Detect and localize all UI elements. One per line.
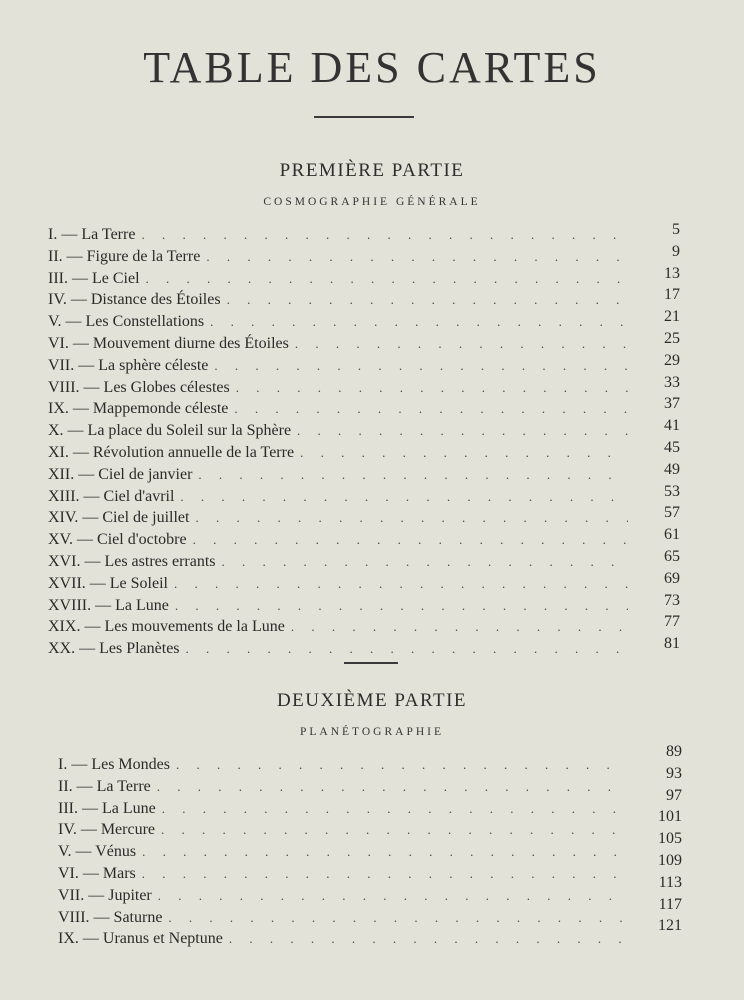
toc-page-number: 93 xyxy=(666,764,682,782)
leader-dots xyxy=(151,777,628,797)
toc-entry xyxy=(48,421,628,441)
toc-entry-label: II. — Figure de la Terre xyxy=(48,247,201,265)
toc-entry-label: XIV. — Ciel de juillet xyxy=(48,509,190,527)
leader-dots xyxy=(162,908,628,928)
toc-entry xyxy=(48,639,628,659)
toc-page-number: 49 xyxy=(664,460,680,478)
toc-entry xyxy=(48,596,628,616)
page-title: TABLE DES CARTES xyxy=(143,43,601,92)
toc-entry-label: VII. — Jupiter xyxy=(58,886,152,904)
toc-entry xyxy=(58,886,628,906)
toc-entry-label: XVII. — Le Soleil xyxy=(48,574,168,592)
toc-entry xyxy=(58,820,628,840)
toc-page-number: 105 xyxy=(658,830,682,848)
toc-page-number: 69 xyxy=(664,569,680,587)
toc-page-number: 77 xyxy=(664,613,680,631)
toc-entry xyxy=(48,552,628,572)
toc-page-number: 121 xyxy=(658,917,682,935)
toc-page-number: 81 xyxy=(664,635,680,653)
leader-dots xyxy=(135,225,628,245)
title-rule xyxy=(314,116,414,118)
toc-entry xyxy=(48,225,628,245)
leader-dots xyxy=(155,820,628,840)
toc-page-number: 13 xyxy=(664,264,680,282)
leader-dots xyxy=(230,378,628,398)
leader-dots xyxy=(291,421,628,441)
toc-entry-label: XI. — Révolution annuelle de la Terre xyxy=(48,444,295,461)
toc-page-number: 57 xyxy=(664,504,680,522)
leader-dots xyxy=(168,574,628,594)
toc-page-number: 21 xyxy=(664,308,680,326)
toc-entry xyxy=(48,530,628,550)
part2-heading: DEUXIÈME PARTIE xyxy=(276,690,468,711)
toc-page-number: 53 xyxy=(664,482,680,500)
toc-page-number: 61 xyxy=(664,526,680,544)
part1-heading: PREMIÈRE PARTIE xyxy=(279,160,465,181)
leader-dots xyxy=(136,842,628,862)
leader-dots xyxy=(204,312,628,332)
toc-entry-label: XV. — Ciel d'octobre xyxy=(48,531,187,549)
toc-page-number: 117 xyxy=(658,895,682,913)
toc-entry-label: XII. — Ciel de janvier xyxy=(48,465,193,483)
toc-page-number: 9 xyxy=(672,242,680,260)
leader-dots xyxy=(228,399,628,419)
leader-dots xyxy=(174,487,628,507)
toc-entry-label: IX. — Uranus et Neptune xyxy=(58,930,223,948)
toc-entry-label: II. — La Terre xyxy=(58,777,151,795)
toc-page-number: 45 xyxy=(664,439,680,456)
toc-entry xyxy=(48,290,628,310)
toc-entry-label: XIII. — Ciel d'avril xyxy=(48,487,175,505)
part-divider-rule xyxy=(344,662,398,664)
toc-page-number: 17 xyxy=(664,286,680,304)
leader-dots xyxy=(192,465,628,485)
toc-page-number: 101 xyxy=(658,808,682,826)
leader-dots xyxy=(216,552,629,572)
toc-entry-label: III. — Le Ciel xyxy=(48,269,140,287)
toc-entry-label: XIX. — Les mouvements de la Lune xyxy=(48,618,285,636)
toc-entry xyxy=(58,799,628,819)
toc-entry xyxy=(58,864,628,884)
toc-entry xyxy=(58,755,628,775)
toc-entry-label: VIII. — Les Globes célestes xyxy=(48,378,230,396)
toc-entry xyxy=(48,334,628,354)
toc-entry xyxy=(48,487,628,507)
toc-page-number: 89 xyxy=(666,743,682,760)
leader-dots xyxy=(170,755,628,775)
toc-entry-label: XX. — Les Planètes xyxy=(48,640,180,658)
leader-dots xyxy=(136,864,628,884)
toc-entry xyxy=(48,269,628,289)
leader-dots xyxy=(200,247,628,267)
toc-entry-label: XVI. — Les astres errants xyxy=(48,553,216,570)
toc-entry xyxy=(58,842,628,862)
toc-entry-label: V. — Les Constellations xyxy=(48,313,205,331)
toc-entry xyxy=(48,443,628,463)
leader-dots xyxy=(152,886,628,906)
leader-dots xyxy=(221,290,628,310)
toc-entry xyxy=(48,312,628,332)
leader-dots xyxy=(208,356,628,376)
toc-entry-label: V. — Vénus xyxy=(58,843,137,861)
toc-entry xyxy=(48,378,628,398)
toc-page-number: 25 xyxy=(664,330,680,347)
leader-dots xyxy=(169,596,628,616)
toc-page-number: 65 xyxy=(664,548,680,565)
leader-dots xyxy=(294,443,628,463)
toc-entry xyxy=(48,574,628,594)
leader-dots xyxy=(285,617,628,637)
leader-dots xyxy=(189,508,628,528)
toc-entry-label: VI. — Mars xyxy=(58,865,136,882)
part2-subheading: PLANÉTOGRAPHIE xyxy=(299,726,444,738)
toc-entry-label: I. — Les Mondes xyxy=(58,756,170,773)
toc-entry-label: IV. — Distance des Étoiles xyxy=(48,291,221,309)
toc-page-number: 113 xyxy=(658,873,682,891)
toc-page-number: 97 xyxy=(666,786,682,804)
toc-entry xyxy=(58,777,628,797)
toc-entry xyxy=(48,617,628,637)
toc-entry xyxy=(48,356,628,376)
toc-page-number: 37 xyxy=(664,395,680,413)
leader-dots xyxy=(289,334,628,354)
toc-entry-label: I. — La Terre xyxy=(48,226,136,243)
leader-dots xyxy=(180,639,628,659)
toc-page-number: 73 xyxy=(664,591,680,609)
toc-entry-label: IV. — Mercure xyxy=(58,821,156,839)
toc-page-number: 33 xyxy=(664,373,680,391)
toc-entry-label: VIII. — Saturne xyxy=(58,908,163,926)
toc-entry-label: III. — La Lune xyxy=(58,799,156,817)
toc-entry xyxy=(58,929,628,949)
toc-entry-label: X. — La place du Soleil sur la Sphère xyxy=(48,422,292,440)
toc-page-number: 41 xyxy=(664,417,680,435)
toc-entry-label: VII. — La sphère céleste xyxy=(48,356,209,374)
toc-page-number: 29 xyxy=(664,351,680,369)
toc-page-number: 5 xyxy=(672,221,680,238)
toc-entry-label: VI. — Mouvement diurne des Étoiles xyxy=(48,335,289,352)
toc-entry xyxy=(58,908,628,928)
leader-dots xyxy=(140,269,628,289)
part1-subheading: COSMOGRAPHIE GÉNÉRALE xyxy=(263,196,481,208)
toc-entry-label: IX. — Mappemonde céleste xyxy=(48,400,229,418)
toc-entry xyxy=(48,399,628,419)
toc-entry xyxy=(48,247,628,267)
toc-page-number: 109 xyxy=(658,852,682,869)
toc-entry xyxy=(48,508,628,528)
leader-dots xyxy=(223,929,628,949)
toc-entry xyxy=(48,465,628,485)
leader-dots xyxy=(187,530,628,550)
leader-dots xyxy=(156,799,628,819)
toc-entry-label: XVIII. — La Lune xyxy=(48,596,169,614)
